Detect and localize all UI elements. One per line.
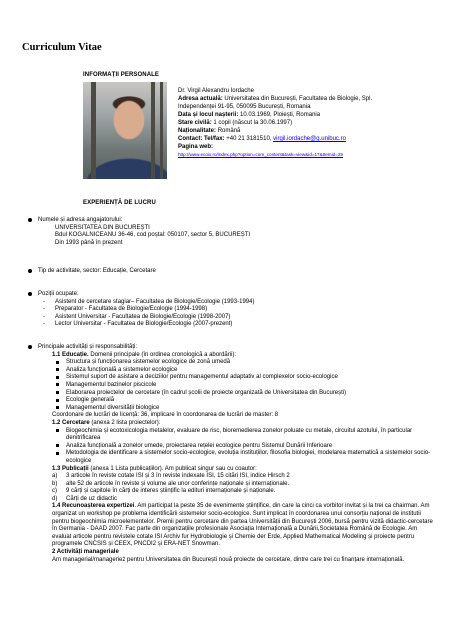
education-item: Analiza funcțională a sistemelor ecologice: [66, 366, 178, 373]
employer-address: Bdul KOGALNICEANU 36-46, cod poștal: 050107, sector 5, BUCUREȘTI: [55, 232, 251, 239]
management-text: Am managerial/managerież pentru Universitatea din București nouă proiecte de cercetare, dintre care trei cu finanțare internațională.: [52, 556, 405, 563]
activities-label: Principale activități și responsabilități:: [38, 344, 138, 350]
publication-item: 9 cărți și capitole în cărți de interes științific la edituri internaționale și naționale.: [66, 488, 276, 495]
publications-line: 1.3 Publicații (anexa 1 Lista publicațiilor). Am publicat singur sau cu coautor:: [52, 465, 257, 472]
web-label: Pagina web:: [178, 144, 214, 150]
nationality: Naționalitate: Română: [178, 128, 241, 134]
bullet-icon: [28, 218, 32, 222]
bullet-icon: [28, 292, 32, 296]
publication-item: 3 articole în reviste cotate ISI și 3 în reviste indexate ISI, 15 citări ISI, indice Hirsch 2: [66, 473, 290, 480]
positions-block: Poziții ocupate: - Asistent de cercetare stagiar– Facultatea de Biologie/Ecologie (1993-1994) - Preparator - Facultatea de Biologie/Ecologie (1994-1998) - Asistent Universitar - Facultatea de Biologie/Ecologie (1998-2007) - Lector Universitar - Facultatea de Biologie/Ecologie (2007-prezent): [38, 291, 438, 329]
education-item: Managementul bazinelor piscicole: [66, 381, 157, 388]
personal-info-heading: INFORMAȚII PERSONALE: [83, 72, 160, 78]
coordination-text: Coordonare de lucrări de licență: 36, implicare în coordonarea de lucrări de master: 8: [52, 412, 279, 419]
education-item: Sistemul suport de asistare a deciziilor pentru managementul adaptativ al complexelor socio-ecologice: [66, 374, 338, 381]
sector-block: [38, 268, 156, 276]
education-item: Ecologie generală: [66, 397, 115, 404]
education-item: Structura și funcționarea sistemelor ecologice de zonă umedă: [66, 359, 231, 366]
research-item: Biogeochimia și ecotoxicologia metalelor, evaluare de risc, bioremedierea zonelor poluate cu metale, circuitul azotului, în particular denitrificarea: [66, 427, 413, 442]
address-line-1: Adresa actuală: Universitatea din București, Facultatea de Biologie, Spl.: [178, 96, 373, 102]
employer-name: UNIVERSITATEA DIN BUCUREȘTI: [55, 224, 150, 231]
web-link[interactable]: http://www.ecoix.ro/index.php?option=com_content&task=view&id=17&Itemid=29: [178, 152, 343, 157]
bullet-icon: [28, 345, 32, 349]
employer-label: Numele și adresa angajatorului:: [38, 217, 123, 223]
position-item: Lector Universitar - Facultatea de Biologie/Ecologie (2007-prezent): [55, 321, 233, 328]
civil-status: Stare civilă: 1 copil (născut la 30.06.1997): [178, 120, 293, 126]
bullet-icon: [28, 269, 32, 273]
education-item: Elaborarea proiectelor de cercetare (în cadrul școlii de proiecte organizată de Universitatea din București): [66, 389, 347, 396]
management-heading: 2 Activități manageriale: [52, 549, 119, 556]
positions-label: Poziții ocupate:: [38, 291, 79, 297]
position-item: Asistent de cercetare stagiar– Facultatea de Biologie/Ecologie (1993-1994): [55, 298, 255, 305]
employment-period: Din 1993 până în prezent: [55, 239, 123, 246]
sector-text: Tip de activitate, sector: Educație, Cercetare: [38, 268, 156, 274]
position-item: Preparator - Facultatea de Biologie/Ecologie (1994-1998): [55, 306, 208, 313]
research-item: Analiza funcțională a zonelor umede, proiectarea rețelei ecologice pentru Sistemul Dunării Inferioare: [66, 442, 333, 449]
publication-item: Cărți de uz didactic: [66, 495, 118, 502]
birth-info: Data și locul nașterii: 10.03.1969, Ploiești, Romania: [178, 112, 321, 118]
employer-block: [38, 217, 438, 247]
experience-heading: EXPERIENȚĂ DE LUCRU: [83, 200, 156, 206]
personal-info-block: [178, 87, 372, 159]
email-link[interactable]: virgil.iordache@g.unibuc.ro: [273, 136, 346, 142]
profile-photo: [83, 82, 167, 179]
address-line-2: Independenței 91-95, 050095 București, Romania: [178, 104, 311, 110]
full-name: Dr. Virgil Alexandru Iordache: [178, 88, 254, 94]
contact: Contact: Tel/fax: +40 21 3181510, virgil.iordache@g.unibuc.ro: [178, 136, 346, 142]
document-title: Curriculum Vitae: [22, 42, 102, 53]
publication-item: alte 52 de articole în reviste și volume ale unor conferințe naționale și internaționale.: [66, 480, 290, 487]
research-line: 1.2 Cercetare (anexa 2 lista proiectelor):: [52, 419, 161, 426]
education-item: Managementul diversității biologice: [66, 404, 160, 411]
activities-block: Principale activități și responsabilități: 1.1 Educație. Domenii principale (în ordinea cronologică a abordării): Structura și funcționarea sistemelor ecologice de zonă umedă Analiza funcțională a sistemelor ecologice Sistemul suport de asistare a deciziilor pentru managementul adaptativ al complexelor socio-ecologice Managementul bazinelor piscicole Elaborarea proiectelor de cercetare (în cadrul școlii de proiecte organizată de Universitatea din București) Ecologie generală Managementul diversității biologice Coordonare de lucrări de licență: 36, implicare în coordonarea de lucrări de master: 8 1.2 Cercetare (anexa 2 lista proiectelor): Biogeochimia și ecotoxicologia metalelor, evaluare de risc, bioremedierea zonelor poluate cu metale, circuitul azotului, în particular denitrificarea Analiza funcțională a zonelor umede, proiectarea rețelei ecologice pentru Sistemul Dunării Inferioare Metodologia de identificare a sistemelor socio-ecologice, evoluția instituțiilor, filosofia biologiei, modelarea matematică a sistemelor socio-ecologice 1.3 Publicații (anexa 1 Lista publicațiilor). Am publicat singur sau cu coautor: a) 3 articole în reviste cotate ISI și 3 în reviste indexate ISI, 15 citări ISI, indice Hirsch 2 b) alte 52 de articole în reviste și volume ale unor conferințe naționale și internaționale. c) 9 cărți și capitole în cărți de interes științific la edituri internaționale și naționale. d) Cărți de uz didactic 1.4 Recunoașterea expertizei. Am participat la peste 35 de evenimente științifice, din care la cinci ca vorbitor invitat și la trei ca chairman. Am organizat un workshop pe problema identificării sistemelor socio-ecologice. Sunt implicat în coordonarea unui consorțiu național de institutii pentru biogeochimia microelementelor. Premii pentru cercetare din partea Universității din București 2006, bursă pentru vizită didactic-cercetare în Germania - DAAD 2007. Fac parte din organizațiile profesionale Asociația Internațională a Dunării,Societatea Română de Ecologie. Am evaluat articole pentru revistele cotate ISI Archiv fur Hydrobiologie și Chemie der Erde, Applied Mathematical Modeling și proiecte pentru programele CNCSIS și CEEX, PNCDI2 și ERA-NET Snowman. 2 Activități manageriale Am managerial/managerież pentru Universitatea din București nouă proiecte de cercetare, dintre care trei cu finanțare internațională.: [38, 344, 438, 564]
position-item: Asistent Universitar - Facultatea de Biologie/Ecologie (1998-2007): [55, 313, 231, 320]
education-line: 1.1 Educație. Domenii principale (în ordinea cronologică a abordării):: [52, 351, 237, 358]
recognition-paragraph: 1.4 Recunoașterea expertizei. Am participat la peste 35 de evenimente științifice, din care la cinci ca vorbitor invitat și la trei ca chairman. Am organizat un workshop pe problema identificării sistemelor socio-ecologice. Sunt implicat în coordonarea unui consorțiu național de institutii pentru biogeochimia microelementelor. Premii pentru cercetare din partea Universității din București 2006, bursă pentru vizită didactic-cercetare în Germania - DAAD 2007. Fac parte din organizațiile profesionale Asociația Internațională a Dunării,Societatea Română de Ecologie. Am evaluat articole pentru revistele cotate ISI Archiv fur Hydrobiologie și Chemie der Erde, Applied Mathematical Modeling și proiecte pentru programele CNCSIS și CEEX, PNCDI2 și ERA-NET Snowman.: [52, 503, 433, 548]
research-item: Metodologia de identificare a sistemelor socio-ecologice, evoluția instituțiilor, filosofia biologiei, modelarea matematică a sistemelor socio-ecologice: [66, 450, 431, 464]
